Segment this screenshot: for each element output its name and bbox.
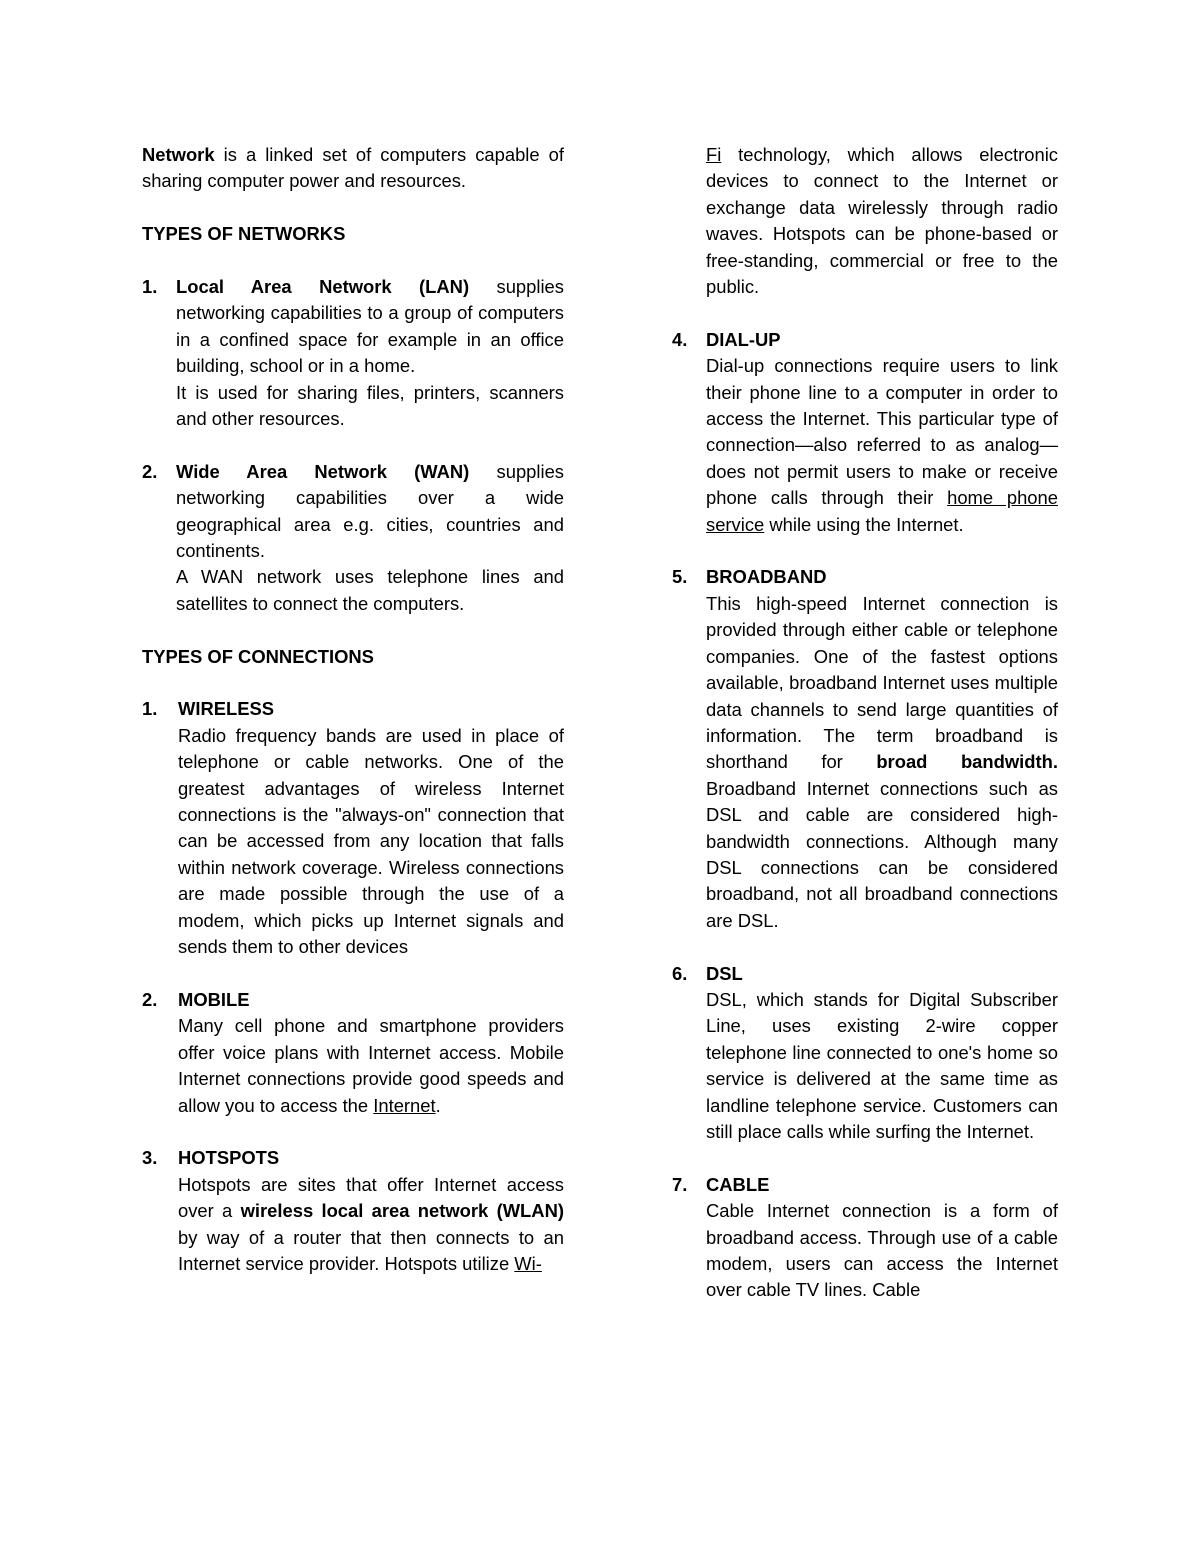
list-number: 6.: [672, 962, 688, 984]
home-phone-service-link[interactable]: home phone service: [706, 487, 1058, 535]
broadband-text-1: This high-speed Internet connection is provided through either cable or telephone companies. One of the fastest options available, broadband Internet uses multiple data channels to send large quantities of information. The term broadband is shorthand for: [706, 592, 1058, 773]
left-column: [142, 142, 564, 1277]
list-number: 5.: [672, 566, 688, 588]
hotspots-cont-text: technology, which allows electronic devices to connect to the Internet or exchange data wirelessly through radio waves. Hotspots can be phone-based or free-standing, commercial or free to the public.: [706, 144, 1058, 298]
wireless-text: Radio frequency bands are used in place of telephone or cable networks. One of the greatest advantages of wireless Internet connections is the "always-on" connection that can be accessed from any location that falls within network coverage. Wireless connections are made possible through the use of a modem, which picks up Internet signals and sends them to other devices: [178, 724, 564, 958]
mobile-title: MOBILE: [178, 988, 250, 1010]
lan-title: Local Area Network (LAN): [176, 276, 470, 297]
network-item-wan: [142, 459, 564, 617]
broadband-text-2: Broadband Internet connections such as DSL and cable are considered high-bandwidth connections. Although many DSL connections can be considered broadband, not all broadband connections are DSL.: [706, 777, 1058, 931]
wan-text: supplies networking capabilities over a wide geographical area e.g. cities, countries and continents.: [176, 460, 564, 562]
right-column: [672, 142, 1058, 1304]
connection-item-dialup: [672, 327, 1058, 538]
connection-item-hotspots: [142, 1145, 564, 1277]
lan-extra: It is used for sharing files, printers, scanners and other resources.: [176, 381, 564, 430]
dsl-title: DSL: [706, 962, 743, 984]
cable-text: Cable Internet connection is a form of broadband access. Through use of a cable modem, users can access the Internet over cable TV lines. Cable: [706, 1200, 1058, 1301]
list-number: 2.: [142, 460, 158, 482]
list-number: 7.: [672, 1173, 688, 1195]
dialup-title: DIAL-UP: [706, 328, 781, 350]
list-number: 3.: [142, 1147, 158, 1169]
hotspots-text-1: Hotspots are sites that offer Internet access over a: [178, 1173, 564, 1222]
connection-item-dsl: [672, 961, 1058, 1146]
dialup-text: Dial-up connections require users to link their phone line to a computer in order to access the Internet. This particular type of connection—also referred to as analog—does not permit users to make or receive phone calls through their: [706, 355, 1058, 509]
intro-paragraph: [142, 142, 564, 195]
wan-title: Wide Area Network (WAN): [176, 460, 470, 482]
types-of-connections-heading: TYPES OF CONNECTIONS: [142, 645, 374, 667]
hotspots-text-2: by way of a router that then connects to an Internet service provider. Hotspots utilize: [178, 1226, 564, 1274]
lan-text: supplies networking capabilities to a group of computers in a confined space for example in an office building, school or in a home.: [176, 276, 564, 377]
mobile-text: Many cell phone and smartphone providers offer voice plans with Internet access. Mobile Internet connections provide good speeds and allow you to access the: [178, 1015, 564, 1116]
list-number: 2.: [142, 988, 158, 1010]
wlan-bold: wireless local area network (WLAN): [240, 1200, 564, 1222]
dialup-text-end: while using the Internet.: [764, 513, 964, 535]
cable-title: CABLE: [706, 1173, 770, 1195]
list-number: 1.: [142, 276, 158, 297]
wan-extra: A WAN network uses telephone lines and satellites to connect the computers.: [176, 566, 564, 614]
connection-item-cable: [672, 1172, 1058, 1304]
list-number: 1.: [142, 698, 158, 720]
types-of-networks-heading: TYPES OF NETWORKS: [142, 223, 346, 245]
hotspots-continued: [672, 142, 1058, 300]
connection-item-mobile: [142, 987, 564, 1119]
wireless-title: WIRELESS: [178, 698, 275, 720]
intro-text: is a linked set of computers capable of sharing computer power and resources.: [142, 144, 564, 192]
hotspots-title: HOTSPOTS: [178, 1147, 280, 1169]
network-item-lan: [142, 274, 564, 432]
wifi-link[interactable]: Wi-: [514, 1252, 542, 1274]
wifi-link-cont[interactable]: Fi: [706, 144, 722, 165]
connection-item-broadband: [672, 564, 1058, 934]
network-term: Network: [142, 144, 215, 165]
mobile-text-end: .: [435, 1094, 441, 1116]
broadband-title: BROADBAND: [706, 566, 827, 588]
internet-link[interactable]: Internet: [373, 1094, 436, 1116]
broad-bandwidth-bold: broad bandwidth.: [876, 751, 1058, 773]
dsl-text: DSL, which stands for Digital Subscriber Line, uses existing 2-wire copper telephone line connected to one's home so service is delivered at the same time as landline telephone service. Customers can still place calls while surfing the Internet.: [706, 988, 1058, 1142]
list-number: 4.: [672, 328, 688, 350]
connection-item-wireless: [142, 696, 564, 960]
